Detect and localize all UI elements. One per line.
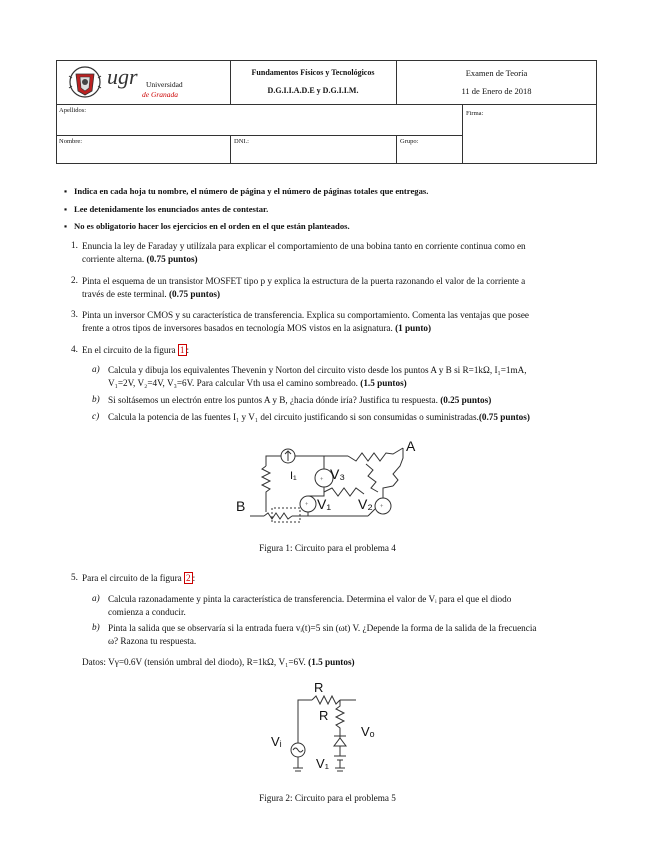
r-top-label: R [314, 680, 324, 695]
header-divider [56, 104, 597, 105]
q4b-text: Si soltásemos un electrón entre los puntos A y B, ¿hacia dónde iría? Justifica tu respuesta. (0.25 puntos) [108, 395, 492, 405]
q4a-text: Calcula y dibuja los equivalentes Thevenin y Norton del circuito visto desde los puntos A y B si R=1kΩ, I₁=1mA, V₁=2V, V₂=4V, V₃=6V. Para calcular Vth usa el camino sombreado. (1.5 puntos) [108, 365, 527, 388]
header-divider [230, 135, 231, 164]
q4b-label: b) [92, 394, 100, 404]
nombre-label: Nombre: [59, 138, 83, 145]
q4-intro: En el circuito de la figura 1 : [82, 345, 190, 355]
wire [298, 700, 312, 744]
v1-label: V₁ [316, 756, 330, 771]
header-divider [396, 135, 397, 164]
circuit-figure-2 [276, 682, 396, 782]
resistor-icon [366, 464, 378, 492]
q1-text: Enuncia la ley de Faraday y utilízala para explicar el comportamiento de una bobina tanto en corriente continua como en corriente alterna. (0.75 puntos) [82, 241, 526, 264]
q4c-label: c) [92, 411, 100, 421]
battery-v1-icon [334, 756, 346, 760]
wire [393, 448, 403, 486]
q5b-label: b) [92, 622, 100, 632]
q5a-label: a) [92, 593, 100, 603]
instruction-item: ▪ Indica en cada hoja tu nombre, el número de página y el número de páginas totales que entregas. [74, 186, 428, 196]
q4a-label: a) [92, 364, 100, 374]
q5b-text: Pinta la salida que se observaría si la entrada fuera vᵢ(t)=5 sin (ωt) V. ¿Depende la forma de la salida de la frecuencia ω? Razona tu respuesta. [108, 623, 537, 646]
resistor-icon [262, 466, 270, 508]
q5-data: Datos: Vγ=0.6V (tensión umbral del diodo), R=1kΩ, V₁=6V. (1.5 puntos) [82, 657, 355, 667]
node-a-label: A [406, 438, 416, 454]
q3-number: 3. [71, 309, 78, 319]
header-divider [462, 104, 463, 164]
exam-title: Examen de Teoría [465, 68, 528, 78]
header-divider [396, 60, 397, 104]
firma-label: Firma: [466, 110, 484, 117]
diode-icon [334, 736, 346, 746]
shaded-path [272, 508, 300, 522]
resistor-icon [348, 448, 403, 461]
resistor-icon [264, 513, 292, 519]
university-city: de Granada [142, 90, 179, 99]
q5-number: 5. [71, 572, 78, 582]
svg-text:+: + [320, 477, 324, 483]
i1-label: I₁ [290, 470, 297, 482]
resistor-icon [324, 488, 364, 496]
wire [308, 512, 368, 516]
q2-text: Pinta el esquema de un transistor MOSFET tipo p y explica la estructura de la puerta razonando el valor de la corriente a través de este terminal. (0.75 puntos) [82, 276, 526, 299]
q5-intro: Para el circuito de la figura 2 : [82, 573, 196, 583]
vi-label: Vᵢ [271, 734, 282, 749]
figure-1-caption: Figura 1: Circuito para el problema 4 [259, 543, 396, 553]
instruction-item: ▪ Lee detenidamente los enunciados antes de contestar. [74, 204, 268, 214]
grupo-label: Grupo: [400, 138, 419, 145]
header-divider [230, 60, 231, 104]
figure-2-link[interactable]: 2 [186, 573, 191, 583]
ground-icon [335, 760, 345, 771]
resistor-r-icon [336, 700, 344, 736]
figure-2-caption: Figura 2: Circuito para el problema 5 [259, 793, 396, 803]
apellidos-label: Apellidos: [59, 107, 87, 114]
instruction-item: ▪ No es obligatorio hacer los ejercicios en el orden en el que están planteados. [74, 221, 350, 231]
q4c-text: Calcula la potencia de las fuentes I₁ y V₁ del circuito justificando si son consumidas o suministradas.(0.75 puntos) [108, 412, 530, 422]
v2-label: V₂ [358, 496, 373, 512]
dni-label: DNI.: [234, 138, 249, 145]
q1-number: 1. [71, 240, 78, 250]
figure-1-link[interactable]: 1 [179, 345, 185, 355]
exam-date: 11 de Enero de 2018 [461, 86, 532, 96]
q5a-text: Calcula razonadamente y pinta la característica de transferencia. Determina el valor de Vᵢ para el que el diodo comienza a conducir. [108, 594, 512, 617]
resistor-r-top-icon [312, 696, 340, 704]
node-b-label: B [236, 498, 246, 514]
ground-icon [293, 757, 303, 771]
circuit-figure-1 [228, 436, 428, 526]
q2-number: 2. [71, 275, 78, 285]
university-name: Universidad [146, 80, 183, 89]
vo-label: Vₒ [361, 724, 375, 739]
r-label: R [319, 708, 329, 723]
header-divider [56, 135, 462, 136]
svg-text:+: + [380, 504, 384, 510]
svg-text:+: + [305, 502, 309, 508]
q3-text: Pinta un inversor CMOS y su característica de transferencia. Explica su comportamiento. Comenta las ventajas que posee frente a otros tipos de inversores basados en tecnología MOS vistos en la asignatura. (1 punto) [82, 310, 529, 333]
course-degrees: D.G.I.I.A.D.E y D.G.I.I.M. [267, 86, 359, 95]
q4-number: 4. [71, 344, 78, 354]
course-title: Fundamentos Físicos y Tecnológicos [251, 68, 375, 77]
university-crest-icon [68, 64, 108, 100]
logo-text: ugr [107, 64, 138, 89]
v3-label: V₃ [330, 466, 346, 482]
v1-label: V₁ [317, 496, 332, 512]
